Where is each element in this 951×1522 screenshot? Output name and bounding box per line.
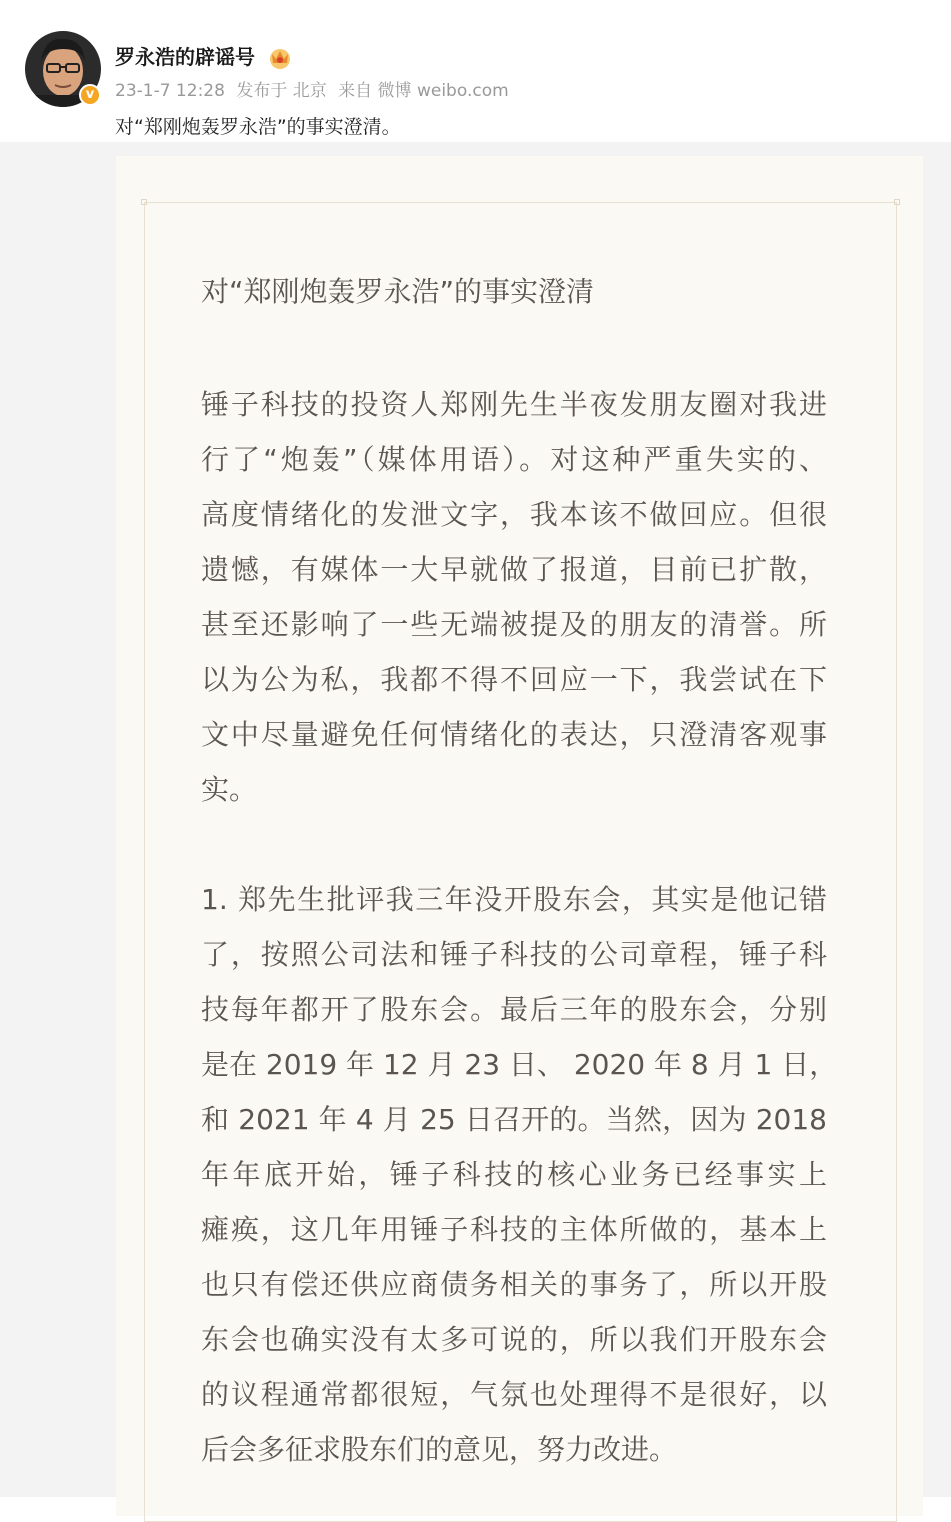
document-line: 1. 郑先生批评我三年没开股东会，其实是他记错: [201, 883, 827, 916]
post-timestamp[interactable]: 23-1-7 12:28: [115, 81, 225, 101]
post-source[interactable]: 来自 微博 weibo.com: [338, 81, 509, 101]
document-line: 文中尽量避免任何情绪化的表达，只澄清客观事: [201, 718, 827, 751]
post-image[interactable]: [116, 156, 923, 1516]
document-line: 技每年都开了股东会。最后三年的股东会，分别: [201, 993, 827, 1026]
frame-corner: [141, 199, 147, 205]
username[interactable]: 罗永浩的辟谣号: [115, 45, 255, 69]
post-meta: [115, 79, 515, 103]
verified-badge-icon: v: [79, 84, 101, 106]
document-line: 锤子科技的投资人郑刚先生半夜发朋友圈对我进: [201, 388, 827, 421]
post-header: [0, 0, 951, 142]
post-text: 对“郑刚炮轰罗永浩”的事实澄清。: [115, 116, 401, 138]
document-line: 以为公为私，我都不得不回应一下，我尝试在下: [201, 663, 827, 696]
document-line: 和 2021 年 4 月 25 日召开的。当然，因为 2018: [201, 1103, 827, 1136]
document-title: 对“郑刚炮轰罗永浩”的事实澄清: [201, 275, 595, 308]
post-image-area: [0, 142, 951, 1497]
frame-corner: [894, 199, 900, 205]
document-line: 瘫痪，这几年用锤子科技的主体所做的，基本上: [201, 1213, 827, 1246]
document-line: 是在 2019 年 12 月 23 日、 2020 年 8 月 1 日，: [201, 1048, 838, 1081]
document-line: 了，按照公司法和锤子科技的公司章程，锤子科: [201, 938, 827, 971]
document-line: 后会多征求股东们的意见，努力改进。: [201, 1433, 678, 1466]
document-line: 高度情绪化的发泄文字，我本该不做回应。但很: [201, 498, 827, 531]
document-line: 甚至还影响了一些无端被提及的朋友的清誉。所: [201, 608, 827, 641]
document-line: 遗憾，有媒体一大早就做了报道，目前已扩散，: [201, 553, 827, 586]
post-location: 发布于 北京: [236, 81, 327, 101]
document-line: 也只有偿还供应商债务相关的事务了，所以开股: [201, 1268, 827, 1301]
document-line: 年年底开始，锤子科技的核心业务已经事实上: [201, 1158, 827, 1191]
document-line: 的议程通常都很短，气氛也处理得不是很好，以: [201, 1378, 827, 1411]
vip-crown-icon[interactable]: [267, 45, 293, 69]
document-line: 实。: [201, 773, 258, 806]
document-line: 东会也确实没有太多可说的，所以我们开股东会: [201, 1323, 827, 1356]
document-line: 行了“炮轰”（媒体用语）。对这种严重失实的、: [201, 443, 827, 476]
